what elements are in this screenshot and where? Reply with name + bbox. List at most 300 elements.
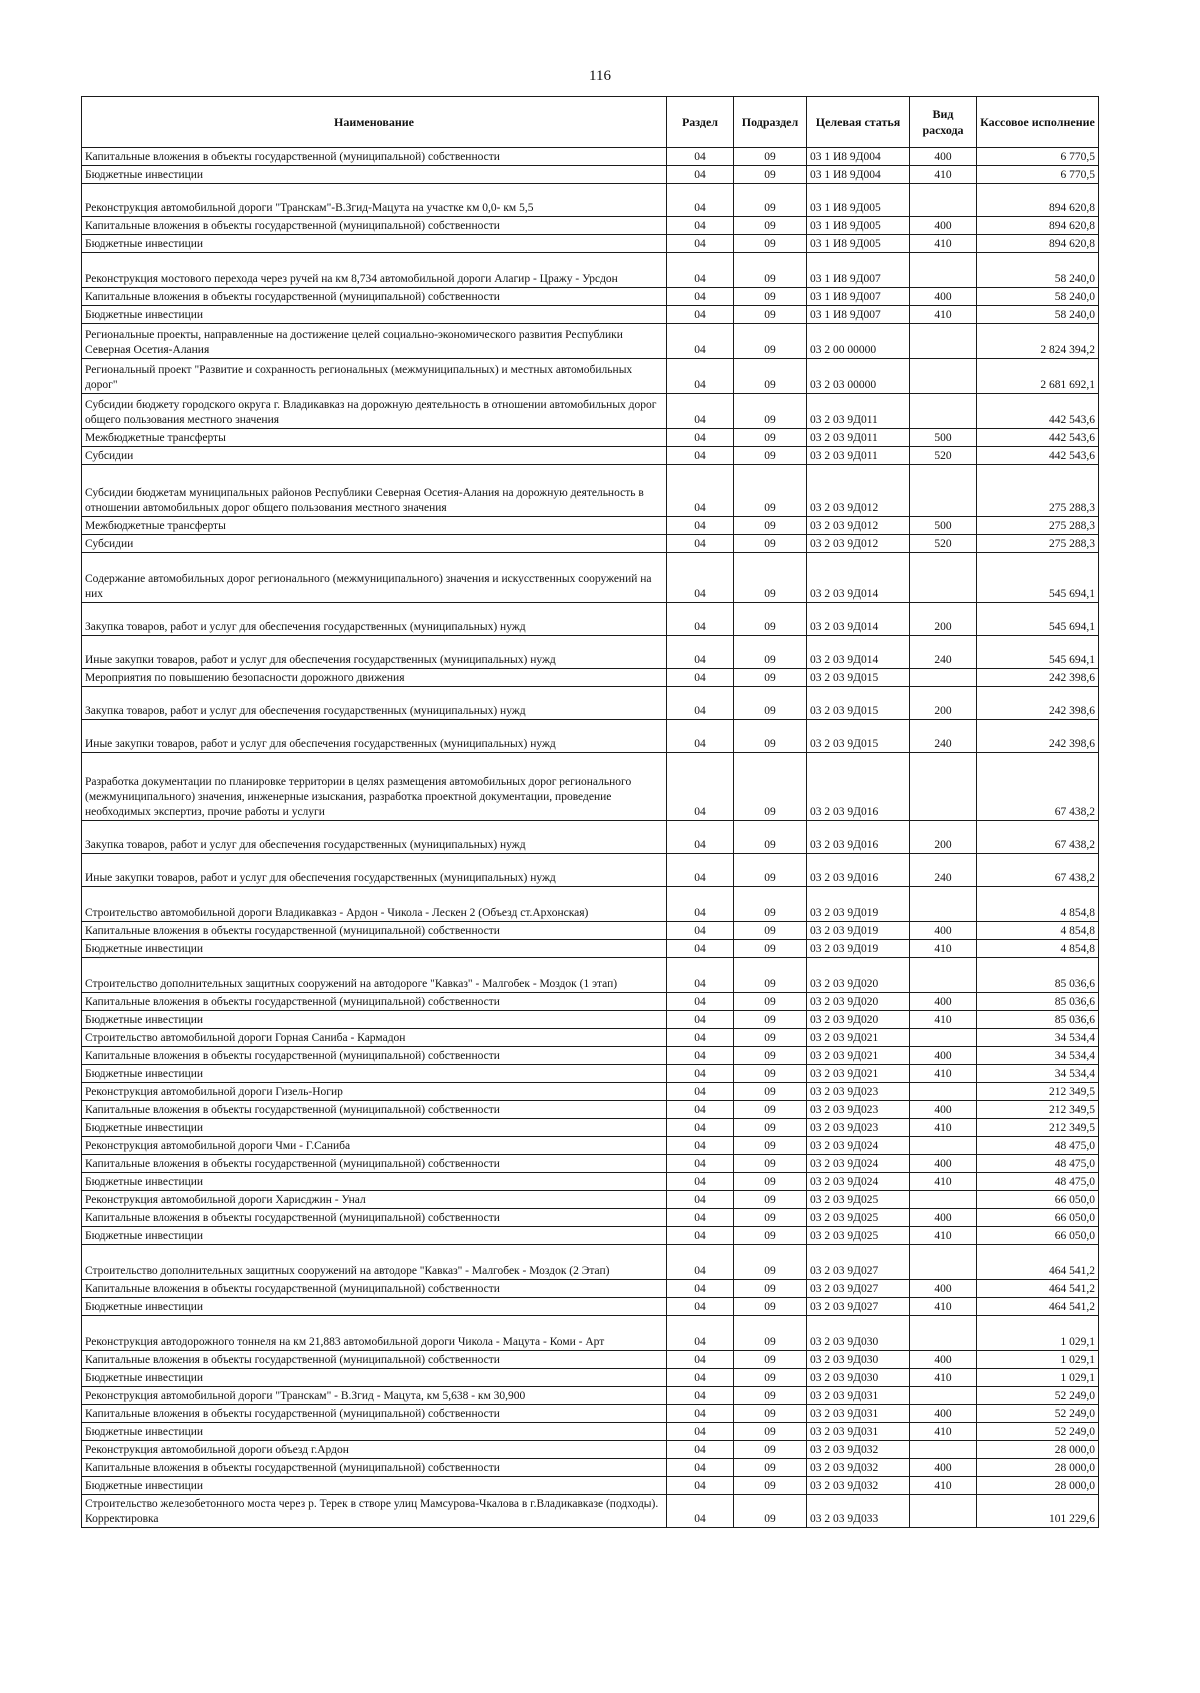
row-subsection: 09 [734,1209,807,1227]
row-amount: 894 620,8 [977,217,1099,235]
row-target-article: 03 2 03 9Д023 [807,1119,910,1137]
row-section: 04 [667,603,734,636]
row-target-article: 03 2 03 9Д030 [807,1369,910,1387]
table-row [82,887,1099,922]
row-subsection: 09 [734,993,807,1011]
row-name: Бюджетные инвестиции [82,1227,667,1245]
row-subsection: 09 [734,887,807,922]
row-name: Капитальные вложения в объекты государственной (муниципальной) собственности [82,148,667,166]
row-expense-type: 500 [910,429,977,447]
row-expense-type: 410 [910,1369,977,1387]
row-expense-type [910,553,977,603]
row-section: 04 [667,1137,734,1155]
row-amount: 2 681 692,1 [977,359,1099,394]
row-expense-type: 400 [910,922,977,940]
row-name: Региональные проекты, направленные на достижение целей социально-экономического развития Республики Северная Осетия-Алания [82,324,667,359]
row-expense-type: 410 [910,1423,977,1441]
row-expense-type: 240 [910,636,977,669]
row-target-article: 03 2 00 00000 [807,324,910,359]
row-expense-type [910,958,977,993]
row-subsection: 09 [734,1477,807,1495]
row-name: Капитальные вложения в объекты государственной (муниципальной) собственности [82,1155,667,1173]
row-expense-type: 410 [910,1065,977,1083]
row-subsection: 09 [734,854,807,887]
row-section: 04 [667,940,734,958]
table-row [82,1405,1099,1423]
row-target-article: 03 2 03 9Д032 [807,1477,910,1495]
row-subsection: 09 [734,1245,807,1280]
row-expense-type [910,394,977,429]
table-row [82,1137,1099,1155]
row-target-article: 03 2 03 9Д025 [807,1191,910,1209]
row-expense-type: 400 [910,1351,977,1369]
row-target-article: 03 2 03 9Д014 [807,603,910,636]
row-subsection: 09 [734,306,807,324]
row-name: Бюджетные инвестиции [82,1369,667,1387]
row-target-article: 03 2 03 9Д012 [807,517,910,535]
row-amount: 442 543,6 [977,394,1099,429]
row-section: 04 [667,1477,734,1495]
row-subsection: 09 [734,1298,807,1316]
row-name: Бюджетные инвестиции [82,1065,667,1083]
row-expense-type: 400 [910,148,977,166]
row-name: Капитальные вложения в объекты государственной (муниципальной) собственности [82,1280,667,1298]
row-subsection: 09 [734,922,807,940]
row-amount: 85 036,6 [977,993,1099,1011]
table-row [82,1083,1099,1101]
row-subsection: 09 [734,324,807,359]
row-section: 04 [667,184,734,217]
row-amount: 48 475,0 [977,1137,1099,1155]
row-name: Иные закупки товаров, работ и услуг для обеспечения государственных (муниципальных) нужд [82,854,667,887]
row-amount: 58 240,0 [977,306,1099,324]
row-subsection: 09 [734,1423,807,1441]
row-amount: 442 543,6 [977,447,1099,465]
table-row [82,922,1099,940]
row-amount: 52 249,0 [977,1405,1099,1423]
table-row [82,1245,1099,1280]
row-expense-type: 410 [910,1477,977,1495]
table-row [82,1155,1099,1173]
row-amount: 242 398,6 [977,687,1099,720]
table-row [82,1047,1099,1065]
row-section: 04 [667,1280,734,1298]
row-subsection: 09 [734,217,807,235]
row-expense-type: 400 [910,1459,977,1477]
row-amount: 275 288,3 [977,517,1099,535]
row-expense-type: 410 [910,1298,977,1316]
row-name: Бюджетные инвестиции [82,1011,667,1029]
row-target-article: 03 2 03 9Д015 [807,687,910,720]
row-target-article: 03 2 03 9Д031 [807,1405,910,1423]
row-target-article: 03 1 И8 9Д005 [807,184,910,217]
row-name: Бюджетные инвестиции [82,166,667,184]
row-expense-type: 410 [910,235,977,253]
table-row [82,553,1099,603]
row-amount: 34 534,4 [977,1029,1099,1047]
row-section: 04 [667,465,734,517]
row-expense-type [910,1137,977,1155]
header-cash-execution: Кассовое исполнение [977,97,1099,148]
row-target-article: 03 2 03 9Д019 [807,887,910,922]
row-section: 04 [667,1298,734,1316]
row-subsection: 09 [734,940,807,958]
row-expense-type: 500 [910,517,977,535]
row-expense-type [910,1083,977,1101]
row-amount: 212 349,5 [977,1101,1099,1119]
row-expense-type: 400 [910,1101,977,1119]
table-header-row [82,97,1099,148]
table-row [82,306,1099,324]
row-section: 04 [667,447,734,465]
table-row [82,1387,1099,1405]
table-row [82,1351,1099,1369]
table-row [82,1298,1099,1316]
row-name: Бюджетные инвестиции [82,235,667,253]
row-expense-type [910,1029,977,1047]
row-amount: 4 854,8 [977,887,1099,922]
row-expense-type: 400 [910,288,977,306]
row-amount: 464 541,2 [977,1298,1099,1316]
row-amount: 67 438,2 [977,854,1099,887]
row-target-article: 03 2 03 9Д031 [807,1423,910,1441]
row-target-article: 03 2 03 9Д024 [807,1137,910,1155]
row-expense-type: 400 [910,993,977,1011]
row-subsection: 09 [734,1369,807,1387]
row-expense-type: 240 [910,854,977,887]
row-name: Строительство железобетонного моста через р. Терек в створе улиц Мамсурова-Чкалова в г.Владикавказе (подходы). Корректировка [82,1495,667,1528]
row-expense-type: 400 [910,1209,977,1227]
budget-execution-table [81,96,1099,1528]
header-name: Наименование [82,97,667,148]
row-subsection: 09 [734,253,807,288]
row-amount: 48 475,0 [977,1155,1099,1173]
row-section: 04 [667,887,734,922]
row-expense-type: 410 [910,1173,977,1191]
table-row [82,166,1099,184]
row-subsection: 09 [734,753,807,821]
row-subsection: 09 [734,1405,807,1423]
row-amount: 545 694,1 [977,553,1099,603]
row-target-article: 03 2 03 9Д024 [807,1155,910,1173]
row-target-article: 03 2 03 9Д019 [807,940,910,958]
row-expense-type: 410 [910,1011,977,1029]
row-section: 04 [667,687,734,720]
row-section: 04 [667,217,734,235]
row-name: Капитальные вложения в объекты государственной (муниципальной) собственности [82,217,667,235]
row-name: Капитальные вложения в объекты государственной (муниципальной) собственности [82,922,667,940]
row-section: 04 [667,324,734,359]
table-row [82,1029,1099,1047]
row-expense-type: 410 [910,940,977,958]
row-amount: 442 543,6 [977,429,1099,447]
row-section: 04 [667,720,734,753]
row-name: Субсидии бюджету городского округа г. Владикавказ на дорожную деятельность в отношении автомобильных дорог общего пользования местного значения [82,394,667,429]
row-amount: 58 240,0 [977,288,1099,306]
table-row [82,720,1099,753]
row-subsection: 09 [734,429,807,447]
row-section: 04 [667,306,734,324]
table-row [82,1369,1099,1387]
row-subsection: 09 [734,636,807,669]
row-amount: 101 229,6 [977,1495,1099,1528]
row-name: Капитальные вложения в объекты государственной (муниципальной) собственности [82,1101,667,1119]
row-name: Строительство дополнительных защитных сооружений на автодороге "Кавказ" - Малгобек - Моздок (1 этап) [82,958,667,993]
table-row [82,1495,1099,1528]
row-amount: 212 349,5 [977,1083,1099,1101]
table-row [82,517,1099,535]
row-target-article: 03 2 03 9Д027 [807,1280,910,1298]
row-name: Иные закупки товаров, работ и услуг для обеспечения государственных (муниципальных) нужд [82,636,667,669]
row-subsection: 09 [734,184,807,217]
row-target-article: 03 2 03 9Д011 [807,394,910,429]
table-row [82,1423,1099,1441]
row-target-article: 03 2 03 9Д012 [807,535,910,553]
table-row [82,359,1099,394]
row-subsection: 09 [734,553,807,603]
table-row [82,1441,1099,1459]
row-subsection: 09 [734,1119,807,1137]
row-target-article: 03 2 03 9Д020 [807,993,910,1011]
row-name: Реконструкция автомобильной дороги объезд г.Ардон [82,1441,667,1459]
table-row [82,993,1099,1011]
row-expense-type: 400 [910,1405,977,1423]
row-amount: 2 824 394,2 [977,324,1099,359]
row-name: Капитальные вложения в объекты государственной (муниципальной) собственности [82,1209,667,1227]
row-section: 04 [667,854,734,887]
table-row [82,535,1099,553]
row-subsection: 09 [734,1029,807,1047]
row-expense-type [910,887,977,922]
row-subsection: 09 [734,687,807,720]
row-name: Реконструкция автомобильной дороги Харисджин - Унал [82,1191,667,1209]
table-row [82,603,1099,636]
row-expense-type: 400 [910,1280,977,1298]
row-expense-type: 400 [910,1047,977,1065]
table-row [82,821,1099,854]
row-target-article: 03 1 И8 9Д007 [807,306,910,324]
row-section: 04 [667,1191,734,1209]
table-row [82,465,1099,517]
row-name: Бюджетные инвестиции [82,1477,667,1495]
row-subsection: 09 [734,1316,807,1351]
row-subsection: 09 [734,465,807,517]
row-amount: 242 398,6 [977,669,1099,687]
row-subsection: 09 [734,1351,807,1369]
row-expense-type [910,1387,977,1405]
header-target-article: Целевая статья [807,97,910,148]
row-target-article: 03 2 03 9Д015 [807,720,910,753]
row-expense-type [910,1495,977,1528]
row-target-article: 03 2 03 9Д025 [807,1209,910,1227]
row-amount: 58 240,0 [977,253,1099,288]
row-target-article: 03 1 И8 9Д005 [807,235,910,253]
row-amount: 66 050,0 [977,1209,1099,1227]
table-row [82,636,1099,669]
row-subsection: 09 [734,1065,807,1083]
row-section: 04 [667,922,734,940]
row-expense-type: 240 [910,720,977,753]
row-section: 04 [667,1011,734,1029]
row-expense-type [910,1245,977,1280]
table-row [82,148,1099,166]
row-amount: 464 541,2 [977,1280,1099,1298]
row-expense-type: 400 [910,217,977,235]
row-expense-type: 410 [910,166,977,184]
header-expense-type: Вид расхода [910,97,977,148]
row-name: Капитальные вложения в объекты государственной (муниципальной) собственности [82,1047,667,1065]
row-section: 04 [667,359,734,394]
table-row [82,447,1099,465]
table-row [82,1477,1099,1495]
table-row [82,669,1099,687]
row-section: 04 [667,1369,734,1387]
row-subsection: 09 [734,1387,807,1405]
row-target-article: 03 1 И8 9Д007 [807,288,910,306]
row-section: 04 [667,1083,734,1101]
row-target-article: 03 2 03 9Д014 [807,553,910,603]
row-target-article: 03 2 03 9Д021 [807,1047,910,1065]
row-expense-type [910,324,977,359]
table-row [82,1459,1099,1477]
row-section: 04 [667,1227,734,1245]
row-target-article: 03 2 03 9Д015 [807,669,910,687]
row-name: Реконструкция автомобильной дороги Чми - Г.Саниба [82,1137,667,1155]
table-row [82,217,1099,235]
row-section: 04 [667,958,734,993]
row-section: 04 [667,394,734,429]
row-section: 04 [667,535,734,553]
row-name: Межбюджетные трансферты [82,517,667,535]
row-target-article: 03 2 03 9Д021 [807,1029,910,1047]
row-amount: 6 770,5 [977,166,1099,184]
table-row [82,1280,1099,1298]
row-subsection: 09 [734,235,807,253]
row-amount: 212 349,5 [977,1119,1099,1137]
row-section: 04 [667,1209,734,1227]
row-expense-type [910,184,977,217]
row-name: Строительство автомобильной дороги Владикавказ - Ардон - Чикола - Лескен 2 (Объезд ст.Архонская) [82,887,667,922]
row-subsection: 09 [734,1083,807,1101]
row-target-article: 03 2 03 00000 [807,359,910,394]
row-target-article: 03 2 03 9Д027 [807,1298,910,1316]
row-section: 04 [667,1459,734,1477]
row-subsection: 09 [734,821,807,854]
row-name: Капитальные вложения в объекты государственной (муниципальной) собственности [82,993,667,1011]
row-amount: 85 036,6 [977,958,1099,993]
row-amount: 66 050,0 [977,1191,1099,1209]
table-row [82,1191,1099,1209]
row-subsection: 09 [734,1227,807,1245]
row-subsection: 09 [734,603,807,636]
row-name: Реконструкция автомобильной дороги Гизель-Ногир [82,1083,667,1101]
row-name: Закупка товаров, работ и услуг для обеспечения государственных (муниципальных) нужд [82,687,667,720]
row-target-article: 03 2 03 9Д014 [807,636,910,669]
row-expense-type [910,465,977,517]
row-target-article: 03 2 03 9Д032 [807,1459,910,1477]
row-subsection: 09 [734,1155,807,1173]
row-section: 04 [667,1495,734,1528]
row-section: 04 [667,1245,734,1280]
row-expense-type [910,1441,977,1459]
row-target-article: 03 2 03 9Д031 [807,1387,910,1405]
row-name: Капитальные вложения в объекты государственной (муниципальной) собственности [82,1459,667,1477]
row-name: Разработка документации по планировке территории в целях размещения автомобильных дорог регионального (межмуниципального) значения, инженерные изыскания, разработка проектной документации, проведение необходимых экспертиз, прочие работы и услуги [82,753,667,821]
row-target-article: 03 2 03 9Д023 [807,1101,910,1119]
row-amount: 242 398,6 [977,720,1099,753]
row-target-article: 03 1 И8 9Д007 [807,253,910,288]
table-row [82,1065,1099,1083]
row-section: 04 [667,253,734,288]
row-section: 04 [667,1119,734,1137]
row-name: Содержание автомобильных дорог регионального (межмуниципального) значения и искусственных сооружений на них [82,553,667,603]
row-amount: 275 288,3 [977,535,1099,553]
row-amount: 545 694,1 [977,603,1099,636]
row-name: Бюджетные инвестиции [82,1298,667,1316]
row-expense-type [910,359,977,394]
row-target-article: 03 2 03 9Д019 [807,922,910,940]
row-name: Бюджетные инвестиции [82,1173,667,1191]
row-section: 04 [667,1423,734,1441]
row-name: Межбюджетные трансферты [82,429,667,447]
row-amount: 1 029,1 [977,1369,1099,1387]
row-section: 04 [667,1173,734,1191]
row-section: 04 [667,1047,734,1065]
row-name: Капитальные вложения в объекты государственной (муниципальной) собственности [82,1351,667,1369]
row-amount: 52 249,0 [977,1387,1099,1405]
row-amount: 6 770,5 [977,148,1099,166]
row-target-article: 03 1 И8 9Д004 [807,148,910,166]
row-name: Региональный проект "Развитие и сохранность региональных (межмуниципальных) и местных автомобильных дорог" [82,359,667,394]
row-section: 04 [667,166,734,184]
row-amount: 67 438,2 [977,753,1099,821]
row-target-article: 03 2 03 9Д024 [807,1173,910,1191]
row-amount: 85 036,6 [977,1011,1099,1029]
row-target-article: 03 1 И8 9Д004 [807,166,910,184]
row-subsection: 09 [734,669,807,687]
row-target-article: 03 2 03 9Д012 [807,465,910,517]
table-row [82,1173,1099,1191]
row-name: Закупка товаров, работ и услуг для обеспечения государственных (муниципальных) нужд [82,821,667,854]
row-subsection: 09 [734,1173,807,1191]
table-row [82,1316,1099,1351]
row-name: Бюджетные инвестиции [82,1119,667,1137]
row-section: 04 [667,636,734,669]
row-amount: 66 050,0 [977,1227,1099,1245]
row-amount: 28 000,0 [977,1441,1099,1459]
row-amount: 275 288,3 [977,465,1099,517]
row-name: Мероприятия по повышению безопасности дорожного движения [82,669,667,687]
row-target-article: 03 2 03 9Д016 [807,821,910,854]
row-name: Реконструкция автомобильной дороги "Транскам" - В.Згид - Мацута, км 5,638 - км 30,900 [82,1387,667,1405]
table-body [82,148,1099,1528]
row-target-article: 03 2 03 9Д021 [807,1065,910,1083]
row-amount: 1 029,1 [977,1351,1099,1369]
row-amount: 464 541,2 [977,1245,1099,1280]
row-expense-type [910,1191,977,1209]
row-section: 04 [667,1351,734,1369]
table-row [82,1227,1099,1245]
row-subsection: 09 [734,1011,807,1029]
row-section: 04 [667,553,734,603]
row-subsection: 09 [734,1495,807,1528]
table-row [82,253,1099,288]
table-row [82,235,1099,253]
row-section: 04 [667,1155,734,1173]
row-name: Капитальные вложения в объекты государственной (муниципальной) собственности [82,288,667,306]
row-amount: 894 620,8 [977,235,1099,253]
row-expense-type: 410 [910,1227,977,1245]
